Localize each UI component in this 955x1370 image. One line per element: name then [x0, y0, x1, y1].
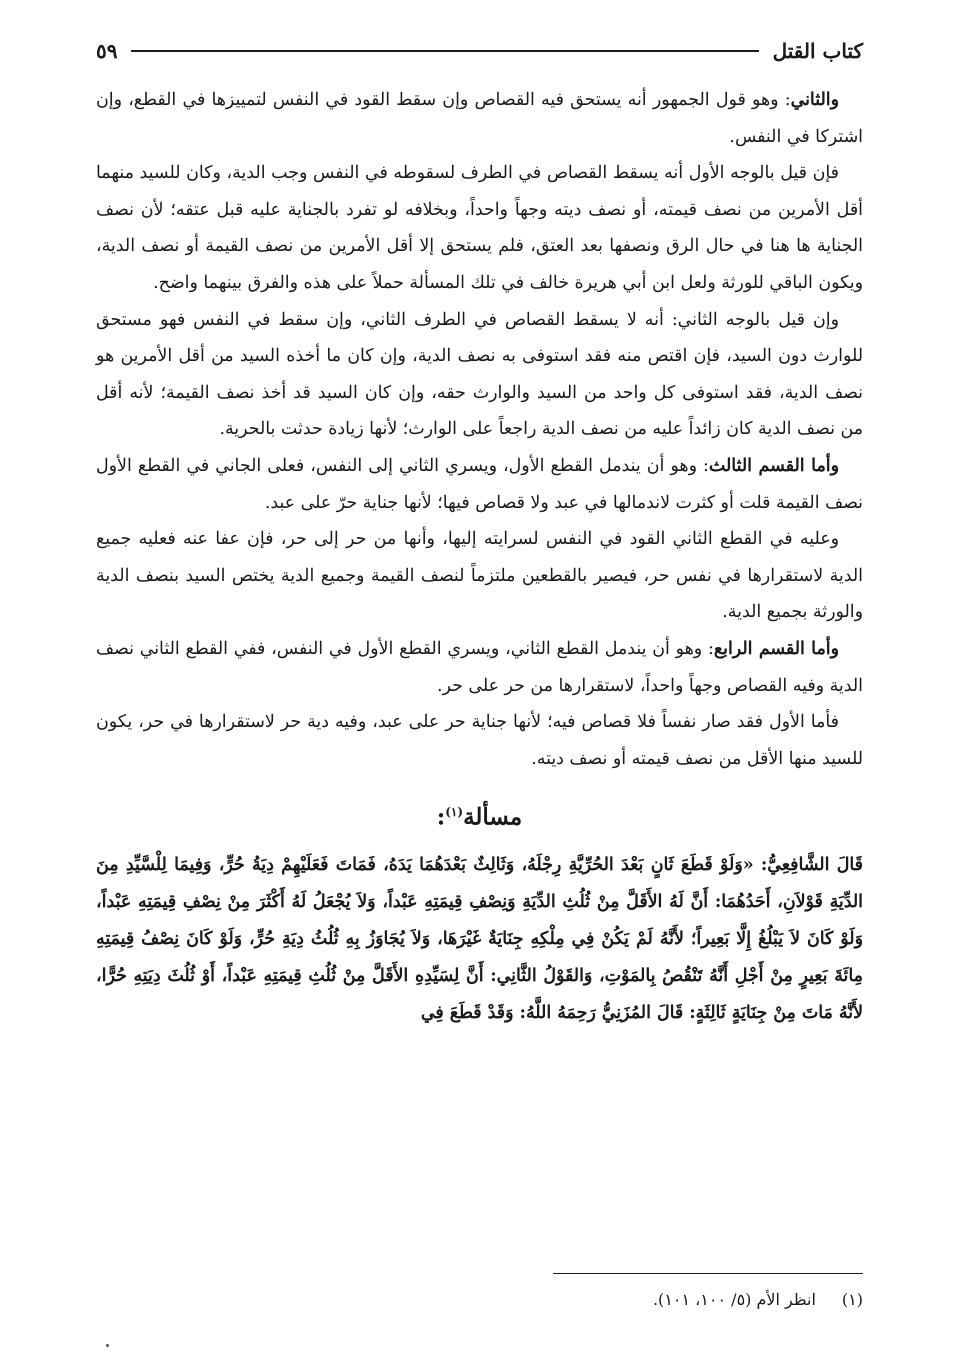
scan-speck [106, 1344, 109, 1347]
paragraph-text: : وهو أن يندمل القطع الأول، ويسري الثاني إلى النفس، فعلى الجاني في القطع الأول نصف القيمة قلت أو كثرت لاندمالها في عبد ولا قصاص فيها؛ لأنها جناية حرّ على عبد. [96, 455, 863, 513]
paragraph-lead: وأما القسم الثالث [708, 455, 840, 476]
paragraph [96, 448, 863, 521]
footnote-marker: (١) [445, 805, 464, 820]
paragraph-text: فإن قيل بالوجه الأول أنه يسقط القصاص في الطرف لسقوطه في النفس وجب الدية، وكان للسيد منهما أقل الأمرين من نصف قيمته، أو نصف ديته وجهاً واحداً، وبخلافه لو تفرد بالجناية عليه قبل عتقه؛ لأن نصف الجناية ها هنا في حال الرق ونصفها بعد العتق، فلم يستحق إلا أقل الأمرين من نصف القيمة أو نصف الدية، ويكون الباقي للورثة ولعل ابن أبي هريرة خالف في تلك المسألة حملاً على هذه والفرق بينهما واضح. [96, 163, 863, 293]
book-title: كتاب القتل [772, 39, 863, 63]
paragraph [96, 631, 863, 704]
running-header [96, 36, 863, 66]
paragraph-lead: والثاني [790, 90, 839, 110]
section-colon: : [436, 803, 446, 831]
footnote-text: انظر الأم (٥/ ١٠٠، ١٠١). [652, 1290, 816, 1309]
footnote-rule [553, 1273, 863, 1274]
footnote [96, 1288, 863, 1312]
paragraph-text: : وهو قول الجمهور أنه يستحق فيه القصاص وإن سقط القود في النفس لتمييزها في القطع، وإن اشتركا في النفس. [96, 90, 863, 147]
paragraph [96, 82, 863, 155]
paragraph-text: وإن قيل بالوجه الثاني: أنه لا يسقط القصاص في الطرف الثاني، وإن سقط في النفس فهو مستحق للوارث دون السيد، فإن اقتص منه فقد استوفى به نصف الدية، وإن كان ما أخذه السيد من أقل الأمرين هو نصف الدية، فقد استوفى كل واحد من السيد والوارث حقه، وإن كان السيد قد أخذ نصف القيمة؛ لأنه أقل من نصف الدية كان زائداً عليه من نصف الدية راجعاً على الوارث؛ لأنها زيادة حدثت بالحرية. [96, 309, 863, 440]
section-heading [96, 797, 863, 833]
header-rule [131, 50, 758, 52]
page-number: ٥٩ [96, 39, 118, 63]
paragraph [96, 155, 863, 301]
section-title: مسألة [463, 803, 523, 831]
quoted-text: قَالَ الشَّافِعِيُّ: «وَلَوْ قَطَعَ ثَانٍ بَعْدَ الحُرِّيَّةِ رِجْلَهُ، وَثَالِثٌ بَعْدَهُمَا يَدَهُ، فَمَاتَ فَعَلَيْهِمْ دِيَةُ حُرٍّ، وَفِيمَا لِلْسَّيِّدِ مِنَ الدِّيَةِ قَوْلاَنِ، أَحَدُهُمَا: أَنَّ لَهُ الأَقَلَّ مِنْ ثُلُثِ الدِّيَةِ وَنِصْفِ قِيمَتِهِ عَبْداً، وَلاَ يُجْعَلُ لَهُ أَكْثَرَ مِنْ نِصْفِ قِيمَتِهِ عَبْداً، وَلَوْ كَانَ لاَ يَبْلُغُ إِلَّا بَعِيراً؛ لأَنَّهُ لَمْ يَكُنْ فِي مِلْكِهِ جِنَايَةٌ غَيْرَهَا، وَلاَ يُجَاوَزُ بِهِ ثُلُثُ دِيَةِ حُرٍّ، وَلَوْ كَانَ نِصْفُ قِيمَتِهِ مِائَةَ بَعِيرٍ مِنْ أَجْلِ أَنَّهُ تَنْقُصُ بِالمَوْتِ، وَالقَوْلُ الثَّانِي: أَنَّ لِسَيِّدِهِ الأَقَلَّ مِنْ ثُلُثِ قِيمَتِهِ عَبْداً، أَوْ ثُلُثَ دِيَتِهِ حُرًّا، لأَنَّهُ مَاتَ مِنْ جِنَايَةٍ ثَالِثَةٍ: قَالَ المُزَنِيُّ رَحِمَهُ اللَّهُ: وَقَدْ قَطَعَ فِي [96, 854, 863, 1023]
paragraph-text: : وهو أن يندمل القطع الثاني، ويسري القطع الأول في النفس، ففي القطع الثاني نصف الدية وفيه القصاص وجهاً واحداً، لاستقرارها من حر على حر. [96, 638, 863, 696]
paragraph [96, 704, 863, 777]
paragraph-lead: وأما القسم الرابع [713, 638, 839, 659]
paragraph [96, 521, 863, 631]
main-text [96, 82, 863, 1032]
footnote-number: (١) [841, 1290, 863, 1309]
paragraph [96, 302, 863, 448]
paragraph-text: وعليه في القطع الثاني القود في النفس لسرايته إليها، وأنها من حر إلى حر، فإن عفا عنه فعليه جميع الدية لاستقرارها في نفس حر، فيصير بالقطعين ملتزماً لنصف القيمة وجميع الدية يختص السيد بنصف الدية والورثة بجميع الدية. [96, 529, 863, 623]
paragraph-text: فأما الأول فقد صار نفساً فلا قصاص فيه؛ لأنها جناية حر على عبد، وفيه دية حر لاستقرارها في حر، يكون للسيد منها الأقل من نصف قيمته أو نصف ديته. [96, 712, 863, 769]
